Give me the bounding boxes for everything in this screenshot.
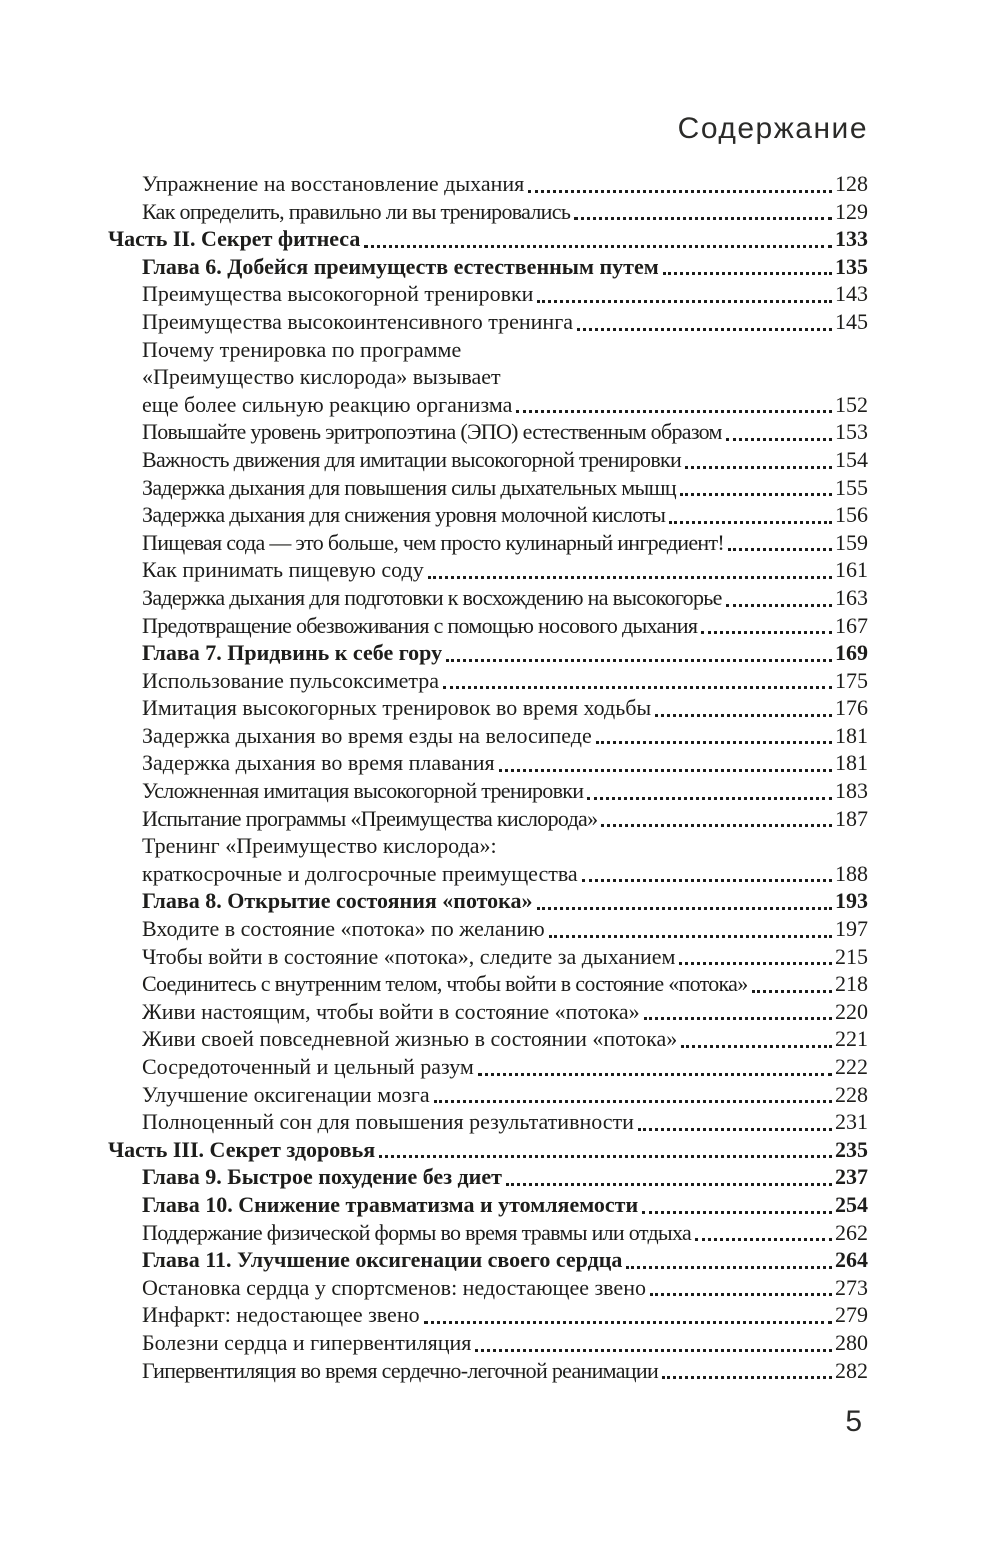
- toc-entry-page: 181: [835, 722, 868, 748]
- toc-entry-page: 262: [835, 1219, 868, 1245]
- toc-entry-page: 264: [835, 1247, 868, 1273]
- toc-entry-title: Важность движения для имитации высокогорной тренировки: [142, 446, 682, 472]
- toc-entry-title: Соединитесь с внутренним телом, чтобы войти в состояние «потока»: [142, 971, 748, 997]
- dot-leader: [587, 797, 832, 800]
- toc-entry: [108, 1136, 868, 1164]
- toc-entry-title: Глава 7. Придвинь к себе гору: [142, 640, 443, 666]
- toc-entry: [108, 667, 868, 695]
- dot-leader: [728, 548, 832, 551]
- toc-entry-page: 133: [835, 226, 868, 252]
- toc-entry-title: краткосрочные и долгосрочные преимущества: [142, 860, 578, 886]
- toc-entry-page: 169: [835, 640, 868, 666]
- toc-entry-title: Задержка дыхания для подготовки к восхождению на высокогорье: [142, 584, 722, 610]
- toc-entry-page: 156: [835, 502, 868, 528]
- toc-entry-title: Испытание программы «Преимущества кислорода»: [142, 805, 598, 831]
- toc-entry-title: Преимущества высокогорной тренировки: [142, 281, 534, 307]
- dot-leader: [638, 1128, 832, 1131]
- toc-entry-page: 280: [835, 1329, 868, 1355]
- toc-entry-title: Входите в состояние «потока» по желанию: [142, 916, 545, 942]
- toc-entry-page: 282: [835, 1357, 868, 1383]
- toc-entry-title: еще более сильную реакцию организма: [142, 391, 513, 417]
- toc-entry: [108, 1301, 868, 1329]
- dot-leader: [537, 300, 832, 303]
- dot-leader: [685, 466, 832, 469]
- toc-entry: [108, 529, 868, 557]
- toc-entry: [108, 694, 868, 722]
- toc-entry: [108, 722, 868, 750]
- toc-entry-title: Сосредоточенный и цельный разум: [142, 1054, 474, 1079]
- toc-entry-page: 187: [835, 805, 868, 831]
- toc-entry-title: Повышайте уровень эритропоэтина (ЭПО) естественным образом: [142, 419, 722, 445]
- toc-entry-page: 228: [835, 1081, 868, 1107]
- toc-entry-page: 220: [835, 998, 868, 1024]
- toc-entry-title: Задержка дыхания для повышения силы дыхательных мышц: [142, 474, 676, 500]
- toc-entry-title: Задержка дыхания во время езды на велосипеде: [142, 722, 592, 748]
- toc-entry-page: 143: [835, 281, 868, 307]
- toc-entry: [108, 1025, 868, 1053]
- toc-entry-title: Тренинг «Преимущество кислорода»:: [142, 833, 497, 859]
- toc-entry: [108, 970, 868, 998]
- toc-entry-page: 231: [835, 1109, 868, 1135]
- toc-entry-title: Глава 10. Снижение травматизма и утомляемости: [142, 1191, 639, 1217]
- toc-entry-page: 279: [835, 1302, 868, 1328]
- dot-leader: [662, 1376, 832, 1379]
- toc-entry-page: 221: [835, 1026, 868, 1052]
- toc-entry: [108, 418, 868, 446]
- dot-leader: [428, 576, 832, 579]
- dot-leader: [726, 604, 832, 607]
- dot-leader: [528, 190, 832, 193]
- toc-entry: [108, 943, 868, 971]
- toc-entry-page: 159: [835, 529, 868, 555]
- dot-leader: [644, 1017, 832, 1020]
- dot-leader: [446, 659, 832, 662]
- dot-leader: [752, 990, 832, 993]
- toc-entry-title: Как принимать пищевую соду: [142, 557, 424, 583]
- dot-leader: [726, 438, 832, 441]
- toc-entry-page: 153: [835, 419, 868, 445]
- toc-entry-title: Остановка сердца у спортсменов: недостающее звено: [142, 1274, 646, 1300]
- toc-entry-page: 235: [835, 1136, 868, 1162]
- toc-entry-title: Усложненная имитация высокогорной тренировки: [142, 778, 584, 804]
- dot-leader: [577, 328, 832, 331]
- dot-leader: [601, 824, 832, 827]
- dot-leader: [596, 741, 832, 744]
- toc-entry-title: Живи настоящим, чтобы войти в состояние «потока»: [142, 998, 640, 1024]
- toc-entry: [108, 446, 868, 474]
- dot-leader: [443, 686, 832, 689]
- toc-entry-title: Глава 8. Открытие состояния «потока»: [142, 888, 533, 914]
- toc-entry-title: Болезни сердца и гипервентиляция: [142, 1329, 472, 1355]
- toc-entry: [108, 225, 868, 253]
- toc-entry-title: Преимущества высокоинтенсивного тренинга: [142, 308, 573, 334]
- toc-entry: [108, 612, 868, 640]
- toc-entry-title: Часть II. Секрет фитнеса: [108, 226, 361, 252]
- toc-entry: [108, 832, 868, 860]
- toc-entry-page: 129: [835, 198, 868, 224]
- toc-entry: [108, 805, 868, 833]
- dot-leader: [695, 1238, 832, 1241]
- dot-leader: [663, 272, 832, 275]
- toc-entry-page: 161: [835, 557, 868, 583]
- dot-leader: [679, 962, 832, 965]
- toc-entry: [108, 584, 868, 612]
- toc-entry-page: 181: [835, 750, 868, 776]
- toc-entry: [108, 308, 868, 336]
- toc-entry: [108, 1191, 868, 1219]
- toc-entry-title: Задержка дыхания для снижения уровня молочной кислоты: [142, 502, 666, 528]
- dot-leader: [434, 1100, 832, 1103]
- toc-entry-page: 222: [835, 1054, 868, 1079]
- toc-entry: [108, 198, 868, 226]
- toc-entry-page: 154: [835, 446, 868, 472]
- toc-entry-title: Поддержание физической формы во время травмы или отдыха: [142, 1219, 692, 1245]
- toc-entry-page: 273: [835, 1274, 868, 1300]
- toc-entry: [108, 1053, 868, 1081]
- toc-entry: [108, 998, 868, 1026]
- toc-entry-page: 152: [835, 391, 868, 417]
- toc-entry: [108, 887, 868, 915]
- toc-entry-title: Гипервентиляция во время сердечно-легочной реанимации: [142, 1357, 659, 1383]
- toc-entry: [108, 1108, 868, 1136]
- toc-entry: [108, 1357, 868, 1385]
- dot-leader: [669, 521, 832, 524]
- toc-entry-page: 167: [835, 612, 868, 638]
- page-number: 5: [845, 1405, 862, 1438]
- dot-leader: [506, 1183, 832, 1186]
- toc-entry-title: Чтобы войти в состояние «потока», следите за дыханием: [142, 943, 676, 969]
- dot-leader: [424, 1321, 832, 1324]
- dot-leader: [650, 1293, 832, 1296]
- toc-entry: [108, 777, 868, 805]
- toc-entry: [108, 501, 868, 529]
- toc-list: [108, 170, 868, 1384]
- toc-entry: [108, 1246, 868, 1274]
- toc-entry-page: 145: [835, 308, 868, 334]
- toc-entry-title: Имитация высокогорных тренировок во время ходьбы: [142, 695, 652, 721]
- toc-entry-page: 188: [835, 860, 868, 886]
- toc-entry: [108, 749, 868, 777]
- toc-entry-page: 175: [835, 667, 868, 693]
- dot-leader: [499, 769, 832, 772]
- toc-entry-title: Почему тренировка по программе: [142, 336, 462, 362]
- toc-entry: [108, 474, 868, 502]
- toc-entry: [108, 253, 868, 281]
- toc-entry: [108, 363, 868, 391]
- toc-entry-title: Полноценный сон для повышения результативности: [142, 1109, 634, 1135]
- toc-entry: [108, 1219, 868, 1247]
- dot-leader: [537, 907, 832, 910]
- dot-leader: [701, 631, 832, 634]
- toc-entry-title: Задержка дыхания во время плавания: [142, 750, 495, 776]
- toc-entry-page: 163: [835, 584, 868, 610]
- toc-entry-title: Глава 11. Улучшение оксигенации своего сердца: [142, 1247, 623, 1273]
- dot-leader: [516, 410, 832, 413]
- toc-entry-title: Живи своей повседневной жизнью в состоянии «потока»: [142, 1026, 678, 1052]
- dot-leader: [379, 1155, 832, 1158]
- dot-leader: [574, 217, 832, 220]
- dot-leader: [582, 879, 832, 882]
- toc-entry: [108, 170, 868, 198]
- dot-leader: [655, 714, 832, 717]
- toc-entry-title: Упражнение на восстановление дыхания: [142, 171, 525, 196]
- toc-entry: [108, 1081, 868, 1109]
- dot-leader: [626, 1266, 832, 1269]
- toc-entry-title: Часть III. Секрет здоровья: [108, 1136, 376, 1162]
- toc-entry-page: 193: [835, 888, 868, 914]
- toc-entry-page: 176: [835, 695, 868, 721]
- toc-entry-title: Инфаркт: недостающее звено: [142, 1302, 420, 1328]
- toc-entry-title: Глава 6. Добейся преимуществ естественным путем: [142, 253, 659, 279]
- toc-entry-title: Как определить, правильно ли вы тренировались: [142, 198, 571, 224]
- toc-entry: [108, 1329, 868, 1357]
- toc-entry: [108, 1163, 868, 1191]
- toc-entry-title: «Преимущество кислорода» вызывает: [142, 364, 501, 390]
- toc-entry-page: 215: [835, 943, 868, 969]
- toc-entry-title: Пищевая сода — это больше, чем просто кулинарный ингредиент!: [142, 529, 725, 555]
- toc-entry: [108, 336, 868, 364]
- toc-entry-title: Улучшение оксигенации мозга: [142, 1081, 430, 1107]
- toc-entry-title: Предотвращение обезвоживания с помощью носового дыхания: [142, 612, 698, 638]
- toc-entry-page: 135: [835, 253, 868, 279]
- toc-entry: [108, 1274, 868, 1302]
- toc-entry: [108, 391, 868, 419]
- dot-leader: [549, 935, 832, 938]
- toc-entry-page: 155: [835, 474, 868, 500]
- dot-leader: [680, 493, 832, 496]
- toc-entry: [108, 280, 868, 308]
- toc-entry-page: 183: [835, 778, 868, 804]
- dot-leader: [478, 1073, 832, 1076]
- toc-entry-page: 197: [835, 916, 868, 942]
- dot-leader: [475, 1349, 832, 1352]
- toc-entry-page: 218: [835, 971, 868, 997]
- toc-entry-page: 128: [835, 171, 868, 196]
- dot-leader: [642, 1211, 832, 1214]
- dot-leader: [681, 1045, 832, 1048]
- toc-entry: [108, 556, 868, 584]
- toc-entry: [108, 915, 868, 943]
- dot-leader: [364, 245, 832, 248]
- toc-entry: [108, 860, 868, 888]
- toc-entry: [108, 639, 868, 667]
- toc-entry-title: Глава 9. Быстрое похудение без диет: [142, 1164, 502, 1190]
- toc-entry-title: Использование пульсоксиметра: [142, 667, 439, 693]
- toc-entry-page: 254: [835, 1191, 868, 1217]
- page-header: Содержание: [677, 112, 868, 145]
- toc-entry-page: 237: [835, 1164, 868, 1190]
